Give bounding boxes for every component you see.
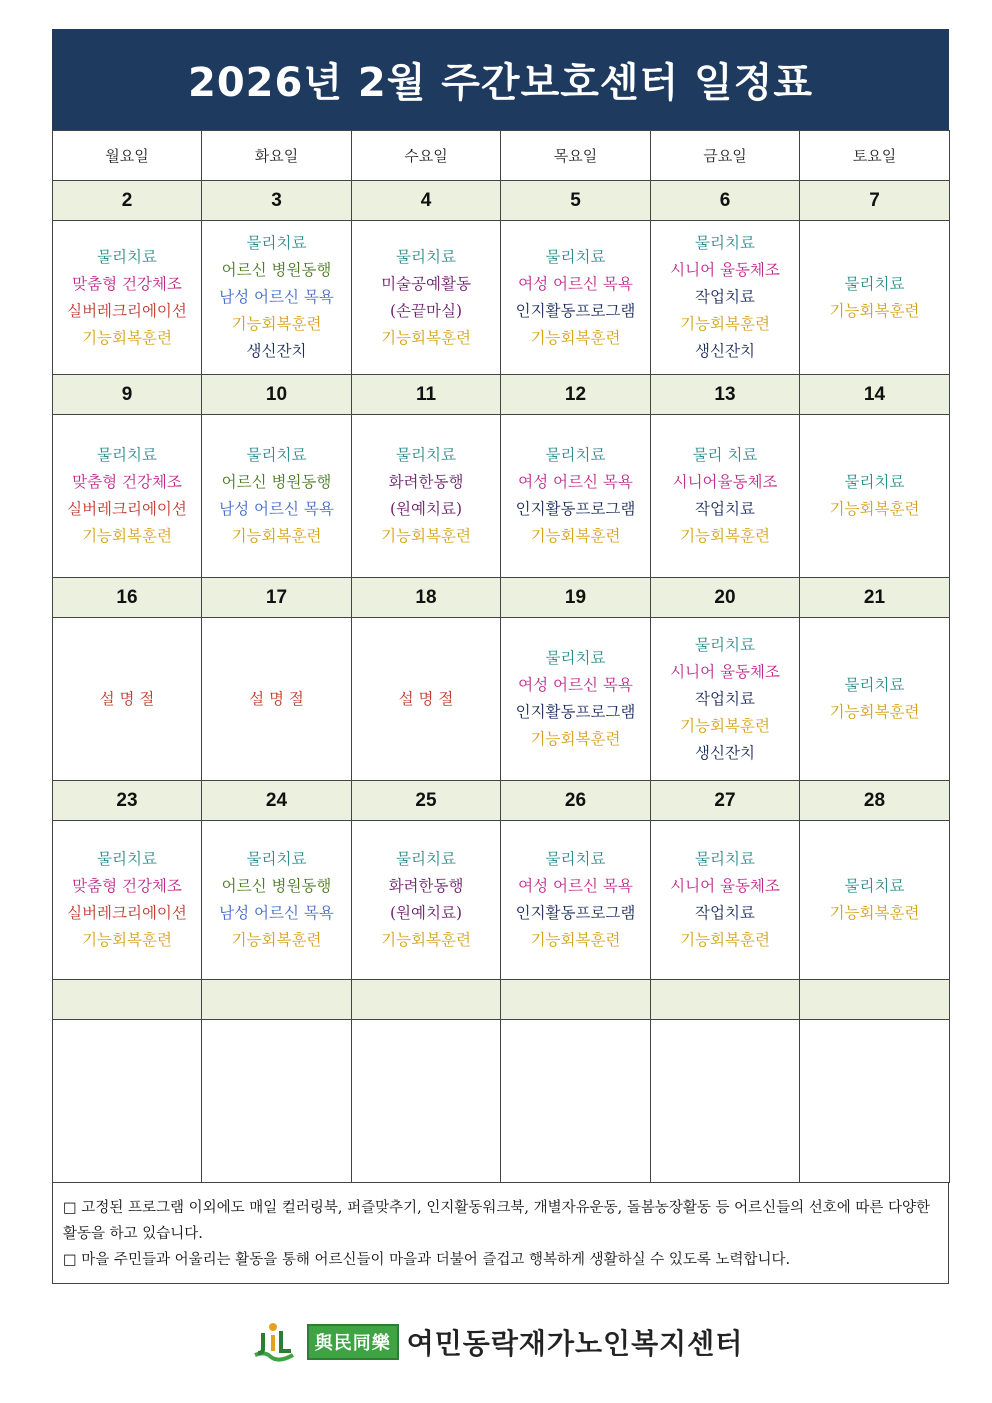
day-activities-cell <box>202 415 352 578</box>
activity-item: 물리치료 <box>246 234 307 252</box>
activity-item: 물리치료 <box>844 274 905 293</box>
activity-item: 화려한동행 <box>388 473 464 491</box>
day-activities-cell <box>800 821 950 980</box>
date-cell: 3 <box>202 181 352 221</box>
activity-item: 시니어 율동체조 <box>670 662 780 681</box>
date-cell: 27 <box>651 781 800 821</box>
day-activities-cell <box>800 618 950 781</box>
day-activities-cell <box>202 618 352 781</box>
notes-box <box>52 1183 949 1284</box>
activity-row <box>53 821 950 980</box>
activity-item: 물리치료 <box>396 850 456 868</box>
day-activities-cell <box>651 221 800 375</box>
day-activities-cell <box>53 221 202 375</box>
activity-item: 인지활동프로그램 <box>515 301 636 320</box>
date-cell: 24 <box>202 781 352 821</box>
day-activities-cell <box>800 221 950 375</box>
activity-item: 어르신 병원동행 <box>221 473 332 491</box>
activity-item: 생신잔치 <box>695 743 755 762</box>
activity-item: 남성 어르신 목욕 <box>219 500 334 518</box>
date-cell <box>800 980 950 1020</box>
activity-item: 미술공예활동 <box>381 274 471 293</box>
day-activities-cell <box>53 1020 202 1183</box>
date-cell: 21 <box>800 578 950 618</box>
activity-item: 물리치료 <box>545 649 606 667</box>
activity-item: 기능회복훈련 <box>829 301 920 320</box>
activity-item: 기능회복훈련 <box>829 904 920 922</box>
activity-item: 기능회복훈련 <box>530 328 621 347</box>
activity-row <box>53 221 950 375</box>
activity-item: 물리치료 <box>396 247 456 266</box>
activity-item: 물리치료 <box>695 850 755 868</box>
activity-item: 맞춤형 건강체조 <box>72 473 182 491</box>
day-activities-cell <box>501 415 651 578</box>
date-row <box>53 181 950 221</box>
activity-item: 물리치료 <box>695 234 755 252</box>
date-cell: 11 <box>352 375 501 415</box>
weekday-header: 화요일 <box>202 131 352 181</box>
date-cell: 16 <box>53 578 202 618</box>
day-activities-cell <box>501 221 651 375</box>
date-cell <box>53 980 202 1020</box>
day-activities-cell <box>501 821 651 980</box>
date-cell: 17 <box>202 578 352 618</box>
activity-item: 남성 어르신 목욕 <box>219 288 334 306</box>
org-logo-icon <box>249 1321 297 1363</box>
date-cell: 23 <box>53 781 202 821</box>
activity-item: 작업치료 <box>695 500 755 518</box>
date-cell: 4 <box>352 181 501 221</box>
day-activities-cell <box>53 415 202 578</box>
activity-item: 기능회복훈련 <box>530 730 621 748</box>
date-cell <box>651 980 800 1020</box>
activity-item: 시니어 율동체조 <box>670 261 780 279</box>
activity-item: 화려한동행 <box>388 877 464 895</box>
activity-item: 기능회복훈련 <box>530 527 621 545</box>
activity-item: 실버레크리에이션 <box>67 301 187 320</box>
date-cell <box>501 980 651 1020</box>
activity-item: 기능회복훈련 <box>82 931 172 949</box>
date-cell: 20 <box>651 578 800 618</box>
activity-item: 기능회복훈련 <box>82 527 172 545</box>
date-cell: 19 <box>501 578 651 618</box>
activity-item: 인지활동프로그램 <box>515 904 636 922</box>
activity-item: (손끝마실) <box>390 301 462 320</box>
note-line: □ 고정된 프로그램 이외에도 매일 컬러링북, 퍼즐맞추기, 인지활동워크북, 개별자유운동, 돌봄농장활동 등 어르신들의 선호에 따른 다양한 활동을 하고 있습니다. <box>63 1200 931 1242</box>
day-activities-cell <box>651 821 800 980</box>
activity-item: 물리치료 <box>246 446 307 464</box>
date-cell: 28 <box>800 781 950 821</box>
activity-item: 기능회복훈련 <box>82 328 172 347</box>
date-cell: 14 <box>800 375 950 415</box>
date-row <box>53 375 950 415</box>
day-activities-cell <box>202 221 352 375</box>
activity-item: 작업치료 <box>695 689 755 708</box>
calendar-table <box>52 130 950 1183</box>
date-row <box>53 980 950 1020</box>
date-cell: 2 <box>53 181 202 221</box>
activity-item: 물리치료 <box>545 247 606 266</box>
activity-item: 인지활동프로그램 <box>515 703 636 721</box>
activity-item: 물리치료 <box>695 635 755 654</box>
activity-item: 기능회복훈련 <box>381 527 471 545</box>
activity-item: 실버레크리에이션 <box>67 904 187 922</box>
date-cell: 5 <box>501 181 651 221</box>
activity-item: 기능회복훈련 <box>530 931 621 949</box>
activity-item: 인지활동프로그램 <box>515 500 636 518</box>
activity-item: 기능회복훈련 <box>680 716 770 735</box>
activity-item: 작업치료 <box>695 288 755 306</box>
activity-item: 맞춤형 건강체조 <box>72 274 182 293</box>
day-activities-cell <box>202 821 352 980</box>
activity-item: 기능회복훈련 <box>829 703 920 721</box>
activity-item: 여성 어르신 목욕 <box>518 877 633 895</box>
activity-item: 생신잔치 <box>695 342 755 360</box>
activity-item: 물리치료 <box>396 446 456 464</box>
schedule-sheet <box>52 29 949 1284</box>
day-activities-cell <box>800 415 950 578</box>
activity-item: 물리치료 <box>545 446 606 464</box>
weekday-header: 수요일 <box>352 131 501 181</box>
activity-item: 물리치료 <box>844 473 905 491</box>
date-cell <box>202 980 352 1020</box>
activity-item: 남성 어르신 목욕 <box>219 904 334 922</box>
activity-item: 물리치료 <box>97 850 157 868</box>
title-bar <box>52 29 949 130</box>
activity-item: 여성 어르신 목욕 <box>518 274 633 293</box>
calendar-body <box>53 131 950 1183</box>
activity-item: 시니어율동체조 <box>672 473 778 491</box>
day-activities-cell <box>651 1020 800 1183</box>
activity-item: 설 명 절 <box>398 689 454 708</box>
activity-item: 기능회복훈련 <box>381 328 471 347</box>
activity-item: 설 명 절 <box>249 689 304 708</box>
weekday-header: 토요일 <box>800 131 950 181</box>
day-activities-cell <box>352 1020 501 1183</box>
activity-item: 생신잔치 <box>246 342 307 360</box>
date-row <box>53 781 950 821</box>
date-cell: 10 <box>202 375 352 415</box>
day-activities-cell <box>352 221 501 375</box>
activity-item: 여성 어르신 목욕 <box>518 676 633 694</box>
date-cell: 12 <box>501 375 651 415</box>
activity-item: 물리 치료 <box>692 446 758 464</box>
date-cell: 18 <box>352 578 501 618</box>
day-activities-cell <box>651 415 800 578</box>
footer-logo <box>0 1318 992 1366</box>
activity-item: 여성 어르신 목욕 <box>518 473 633 491</box>
activity-row <box>53 1020 950 1183</box>
date-cell: 9 <box>53 375 202 415</box>
activity-item: 어르신 병원동행 <box>221 261 332 279</box>
date-cell: 26 <box>501 781 651 821</box>
activity-item: 물리치료 <box>844 877 905 895</box>
activity-item: 설 명 절 <box>99 689 155 708</box>
activity-row <box>53 415 950 578</box>
logo-hanja-box: 與民同樂 <box>307 1324 399 1360</box>
activity-item: 기능회복훈련 <box>231 315 322 333</box>
activity-item: 물리치료 <box>246 850 307 868</box>
date-row <box>53 578 950 618</box>
page-title: 2026년 2월 주간보호센터 일정표 <box>188 60 813 106</box>
weekday-header-row <box>53 131 950 181</box>
day-activities-cell <box>352 618 501 781</box>
weekday-header: 금요일 <box>651 131 800 181</box>
date-cell: 6 <box>651 181 800 221</box>
activity-item: 기능회복훈련 <box>231 527 322 545</box>
day-activities-cell <box>202 1020 352 1183</box>
date-cell <box>352 980 501 1020</box>
activity-item: 맞춤형 건강체조 <box>72 877 182 895</box>
activity-item: (원예치료) <box>390 904 462 922</box>
activity-item: 기능회복훈련 <box>381 931 471 949</box>
day-activities-cell <box>53 821 202 980</box>
activity-item: 기능회복훈련 <box>680 931 770 949</box>
day-activities-cell <box>352 821 501 980</box>
note-line: □ 마을 주민들과 어울리는 활동을 통해 어르신들이 마을과 더불어 즐겁고 행복하게 생활하실 수 있도록 노력합니다. <box>63 1252 791 1268</box>
weekday-header: 월요일 <box>53 131 202 181</box>
activity-item: (원예치료) <box>390 500 462 518</box>
activity-row <box>53 618 950 781</box>
day-activities-cell <box>651 618 800 781</box>
activity-item: 작업치료 <box>695 904 755 922</box>
weekday-header: 목요일 <box>501 131 651 181</box>
activity-item: 기능회복훈련 <box>829 500 920 518</box>
activity-item: 물리치료 <box>97 446 157 464</box>
activity-item: 물리치료 <box>844 676 905 694</box>
day-activities-cell <box>501 618 651 781</box>
day-activities-cell <box>352 415 501 578</box>
activity-item: 기능회복훈련 <box>231 931 322 949</box>
date-cell: 7 <box>800 181 950 221</box>
org-name: 여민동락재가노인복지센터 <box>406 1327 744 1360</box>
date-cell: 25 <box>352 781 501 821</box>
day-activities-cell <box>501 1020 651 1183</box>
activity-item: 실버레크리에이션 <box>67 500 187 518</box>
activity-item: 물리치료 <box>545 850 606 868</box>
activity-item: 어르신 병원동행 <box>221 877 332 895</box>
activity-item: 기능회복훈련 <box>680 527 770 545</box>
day-activities-cell <box>800 1020 950 1183</box>
date-cell: 13 <box>651 375 800 415</box>
activity-item: 물리치료 <box>97 247 157 266</box>
activity-item: 기능회복훈련 <box>680 315 770 333</box>
activity-item: 시니어 율동체조 <box>670 877 780 895</box>
day-activities-cell <box>53 618 202 781</box>
